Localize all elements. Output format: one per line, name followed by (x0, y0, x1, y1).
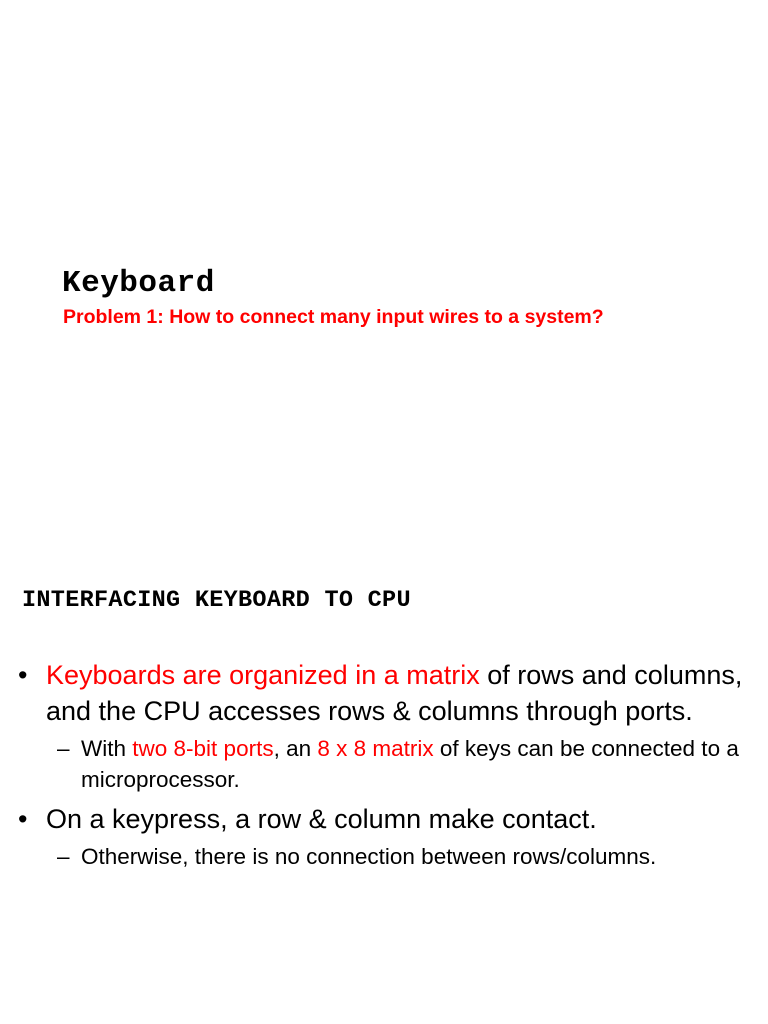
sub-bullet-text: With (81, 736, 133, 761)
bullet-item-keypress (18, 801, 748, 872)
bullet-marker: • (18, 804, 28, 834)
sub-bullet-list (46, 841, 748, 872)
sub-bullet-list (46, 733, 748, 795)
sub-bullet-item-otherwise (46, 841, 748, 872)
sub-bullet-text: , an (273, 736, 318, 761)
bullet-list (18, 657, 748, 872)
slide-1-subtitle: Problem 1: How to connect many input wires to a system? (63, 306, 604, 328)
bullet-marker: • (18, 660, 28, 690)
sub-bullet-text: Otherwise, there is no connection between rows/columns. (81, 844, 657, 869)
slide-2-title: INTERFACING KEYBOARD TO CPU (22, 587, 411, 614)
sub-bullet-marker: – (57, 844, 70, 869)
bullet-item-matrix (18, 657, 748, 795)
bullet-text-highlight: Keyboards are organized in a matrix (46, 660, 480, 690)
bullet-text: of rows and columns, and the CPU accesses rows & columns through ports. (46, 660, 743, 726)
sub-bullet-highlight-ports: two 8-bit ports (132, 736, 274, 761)
sub-bullet-item-ports (46, 733, 748, 795)
bullet-text: On a keypress, a row & column make contact. (46, 804, 597, 834)
sub-bullet-text: of keys can be connected to a microprocessor. (81, 736, 739, 792)
slide-1-title: Keyboard (62, 266, 215, 301)
sub-bullet-highlight-matrix: 8 x 8 matrix (317, 736, 434, 761)
sub-bullet-marker: – (57, 736, 70, 761)
